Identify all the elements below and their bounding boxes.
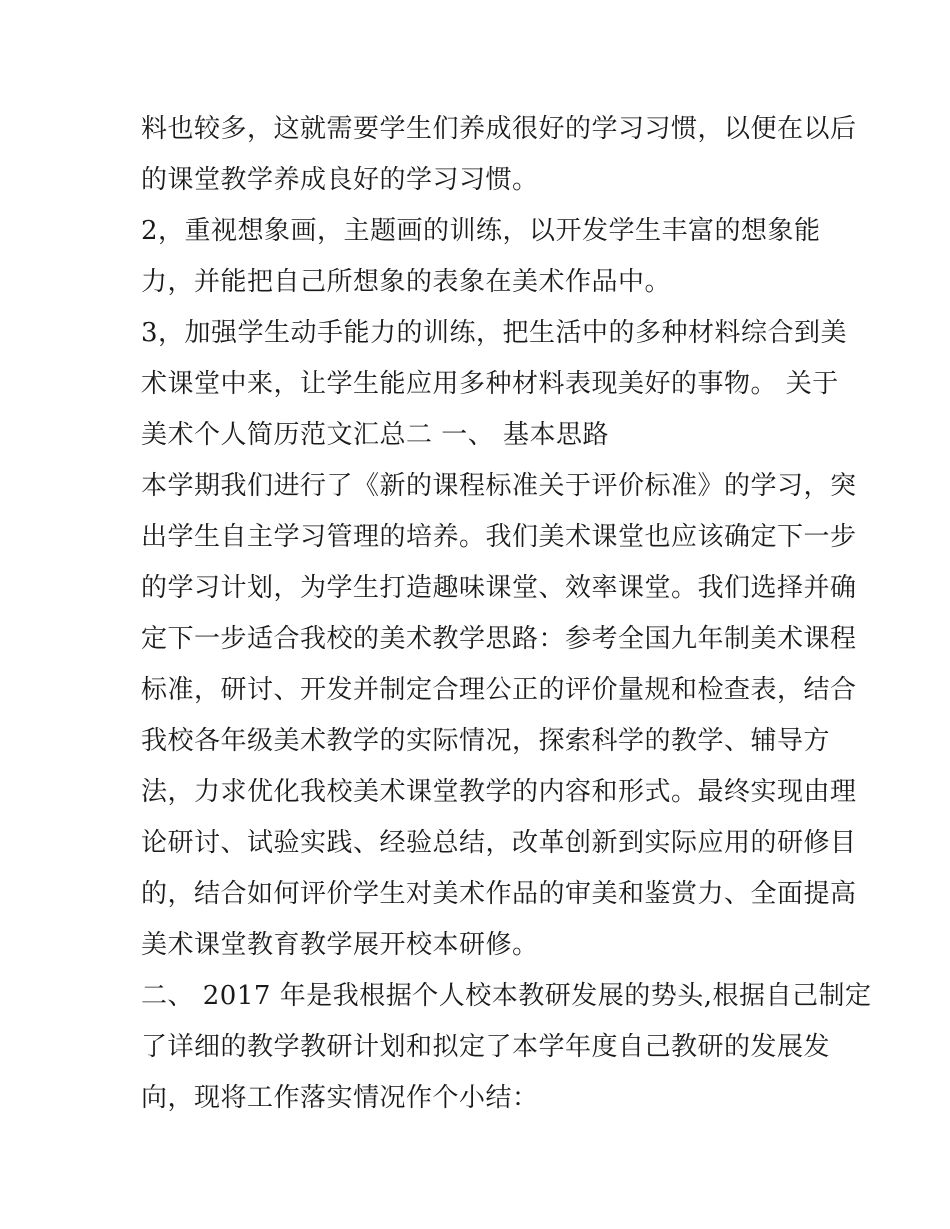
text-line-4: 力，并能把自己所想象的表象在美术作品中。	[141, 267, 672, 297]
text-line-13: 我校各年级美术教学的实际情况，探索科学的教学、辅导方	[141, 726, 831, 756]
text-line-2: 的课堂教学养成良好的学习习惯。	[141, 165, 539, 195]
text-line-19: 了详细的教学教研计划和拟定了本学年度自己教研的发展发	[141, 1032, 831, 1062]
text-line-20: 向，现将工作落实情况作个小结：	[141, 1083, 539, 1113]
text-line-7: 美术个人简历范文汇总二 一、 基本思路	[141, 420, 610, 450]
text-line-15: 论研讨、试验实践、经验总结，改革创新到实际应用的研修目	[141, 828, 857, 858]
text-line-17: 美术课堂教育教学展开校本研修。	[141, 930, 539, 960]
text-line-6: 术课堂中来，让学生能应用多种材料表现美好的事物。 关于	[141, 369, 839, 399]
text-line-3: 2，重视想象画，主题画的训练，以开发学生丰富的想象能	[141, 216, 821, 246]
text-line-14: 法，力求优化我校美术课堂教学的内容和形式。最终实现由理	[141, 777, 857, 807]
text-line-9: 出学生自主学习管理的培养。我们美术课堂也应该确定下一步	[141, 522, 857, 552]
text-line-16: 的，结合如何评价学生对美术作品的审美和鉴赏力、全面提高	[141, 879, 857, 909]
text-line-1: 料也较多，这就需要学生们养成很好的学习习惯，以便在以后	[141, 114, 857, 144]
text-line-18: 二、 2017 年是我根据个人校本教研发展的势头,根据自己制定	[141, 981, 872, 1011]
text-line-5: 3，加强学生动手能力的训练，把生活中的多种材料综合到美	[141, 318, 848, 348]
text-line-11: 定下一步适合我校的美术教学思路：参考全国九年制美术课程	[141, 624, 857, 654]
text-line-8: 本学期我们进行了《新的课程标准关于评价标准》的学习，突	[141, 471, 857, 501]
text-line-12: 标准，研讨、开发并制定合理公正的评价量规和检查表，结合	[141, 675, 857, 705]
text-line-10: 的学习计划，为学生打造趣味课堂、效率课堂。我们选择并确	[141, 573, 857, 603]
